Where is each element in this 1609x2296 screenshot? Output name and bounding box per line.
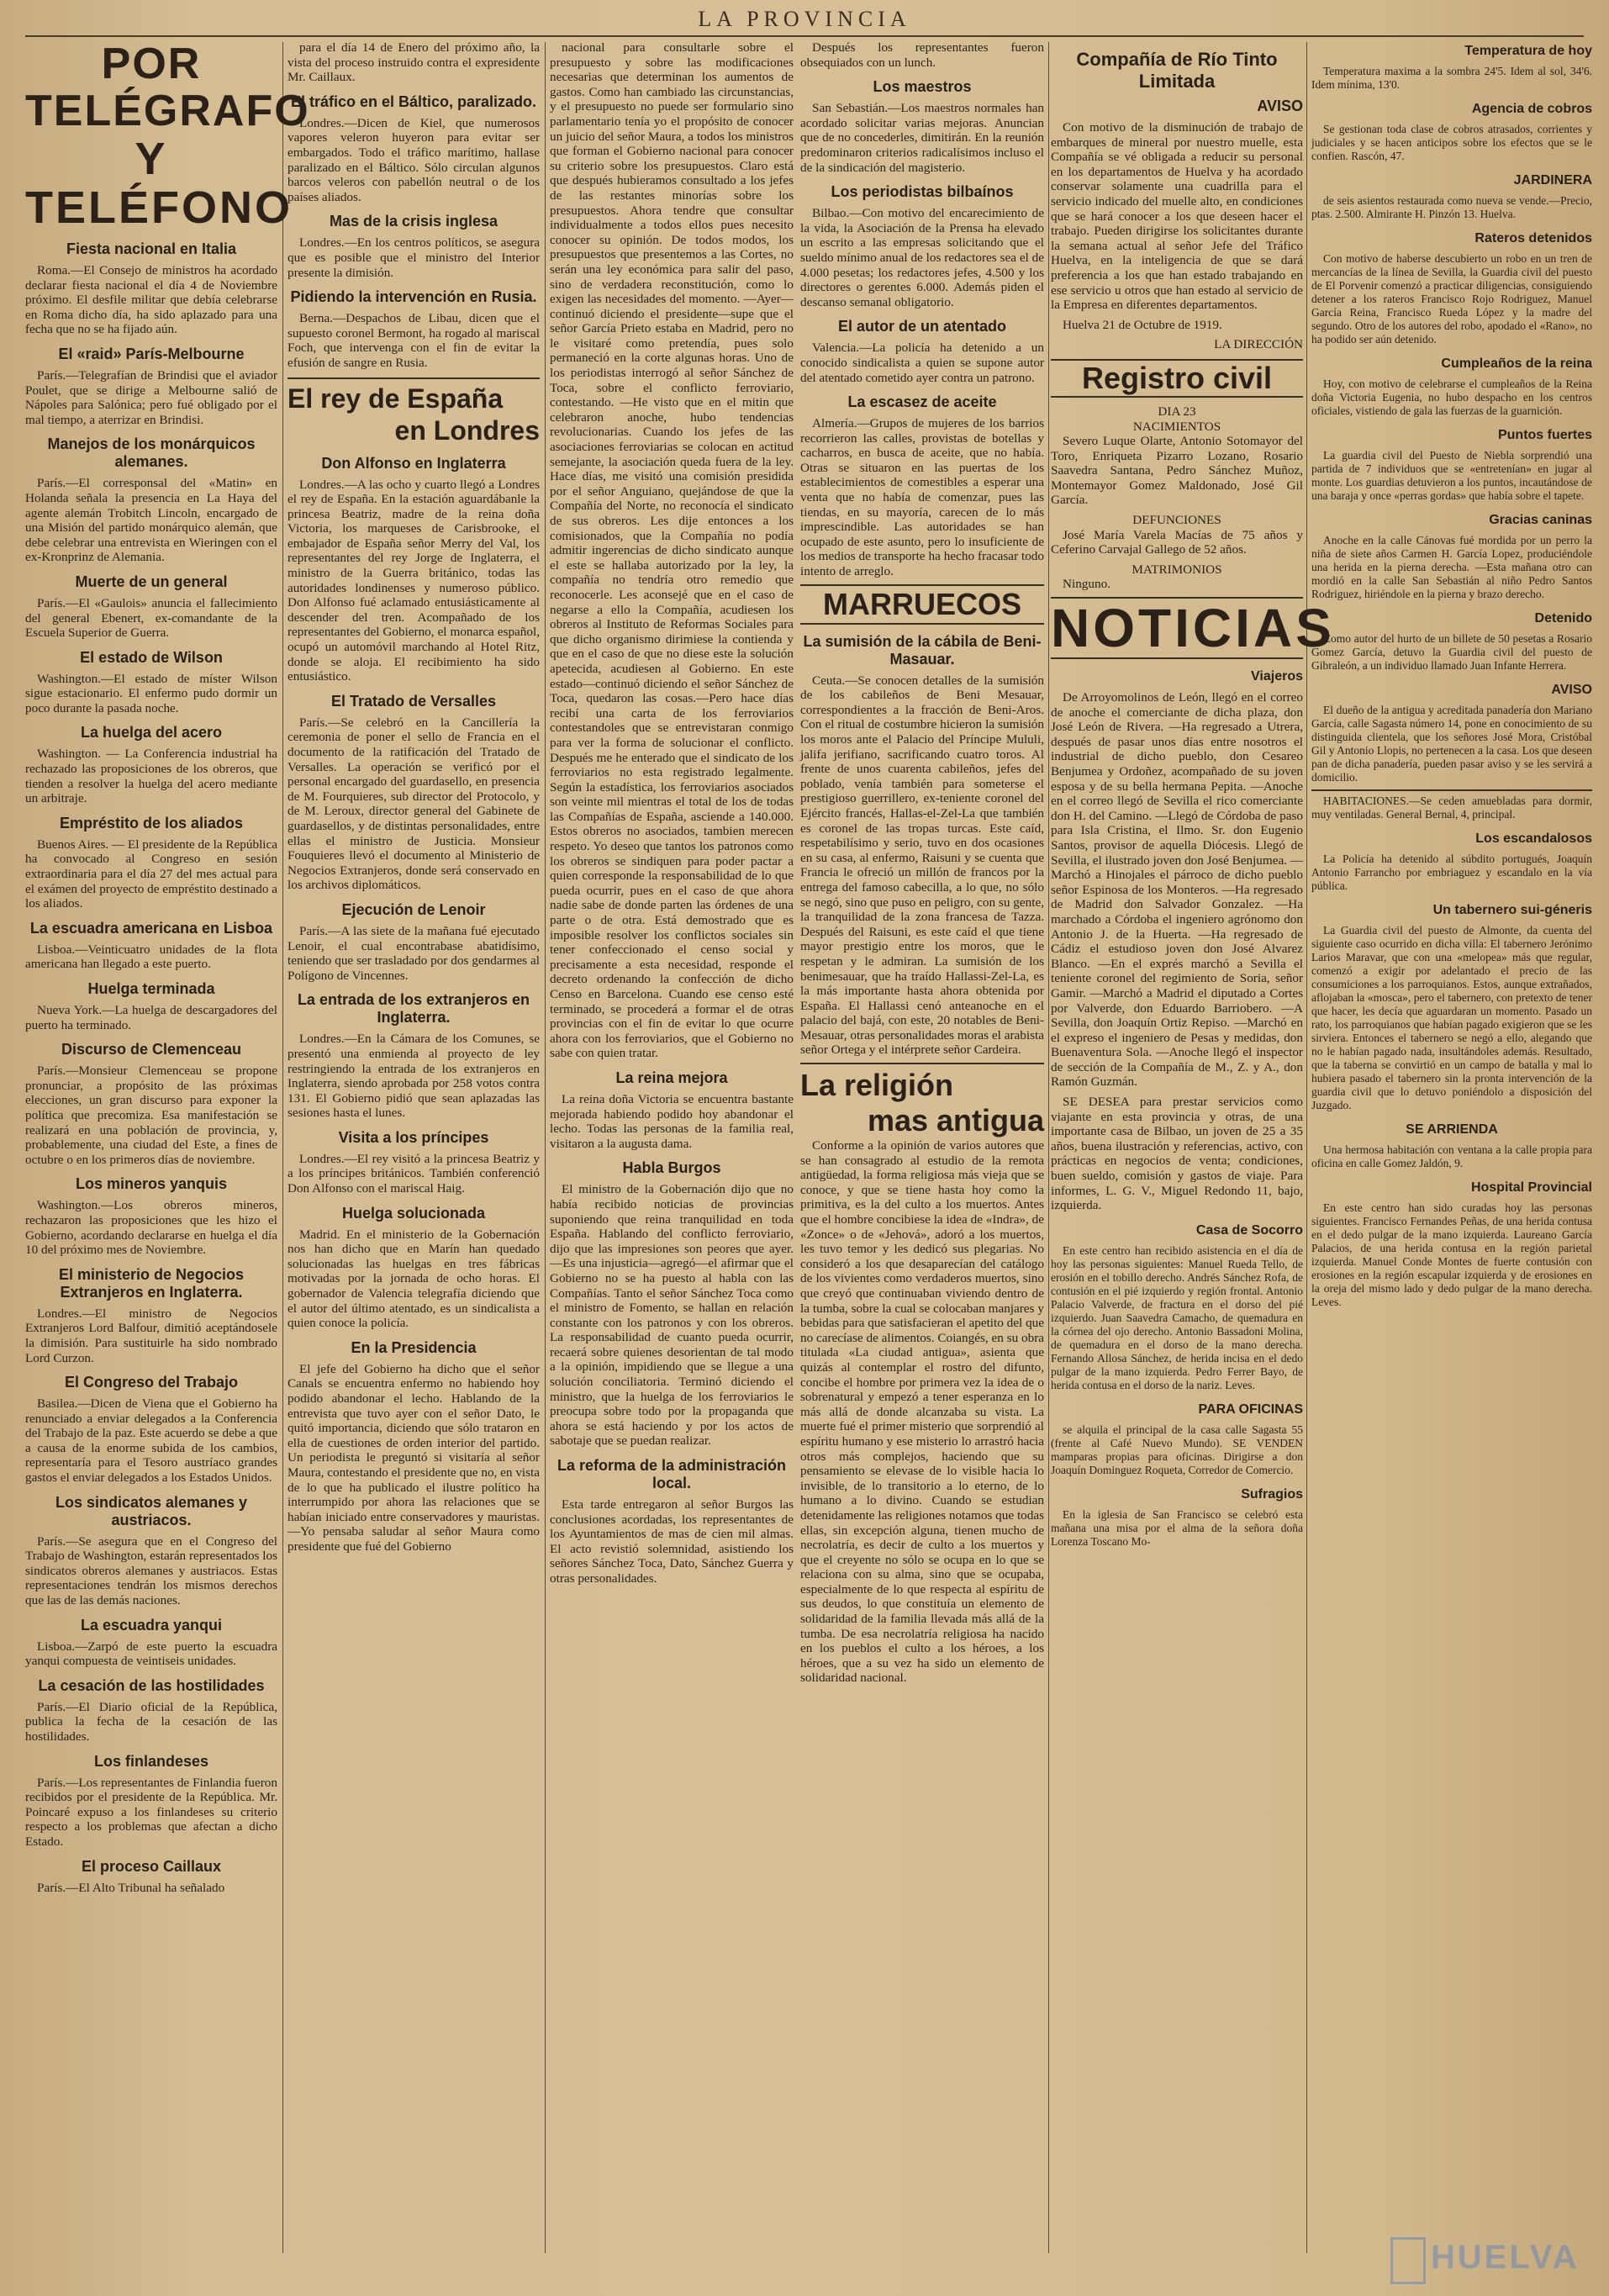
- column-four: [800, 40, 1044, 2260]
- article-body: París.—Telegrafían de Brindisi que el aviador Poulet, que se dirige a Melbourne salió de Nápoles para Salónica; pero fué obligado por el mal tiempo, a aterrizar en Brindisi.: [25, 367, 277, 427]
- article-body: La reina doña Victoria se encuentra bastante mejorada habiendo podido hoy abandonar el lecho. Todas las personas de la familia real, visitaron a la augusta dama.: [550, 1091, 794, 1151]
- article-body: El jefe del Gobierno ha dicho que el señor Canals se encuentra enfermo no habiendo hoy podido abandonar el lecho. Hablando de la entrevista que tuvo ayer con el señor Dato, le quitó importancia, diciendo que sólo trataron en ella de cuestiones de orden interior del partido. Un periodista le preguntó si visitaría al señor Maura, contestando el presidente que no, en vista de lo que ha publicado el ilustre político ha interrumpido por ahora las relaciones que se habían iniciado entre conservadores y mauristas. —Yo pensaba saludar al señor Maura como presidente que fué del Gobierno: [288, 1361, 540, 1554]
- temperatura-text: Temperatura maxima a la sombra 24'5. Idem al sol, 34'6. Idem mínima, 13'0.: [1311, 65, 1592, 91]
- article-body: Berna.—Despachos de Libau, dicen que el supuesto coronel Bermont, ha rogado al mariscal Foch, que intervenga con el fin de evitar la efusión de sangre en Rusia.: [288, 311, 540, 370]
- article-body: París.—El Alto Tribunal ha señalado: [37, 1880, 225, 1895]
- hospital-text: En este centro han sido curadas hoy las personas siguientes. Francisco Fernandes Peñas, de una herida contusa en el dedo pulgar de la mano izquierda. Laureano García Palacios, de una herida contusa en la región parietal izquierda. Manuel Conde Montes de fuerte contusión con erosiones en la región escapular izquierda y de erosiones en la oreja del mismo lado y dedo pulgar de la mano derecha. Leves.: [1311, 1201, 1592, 1308]
- defunciones-heading: DEFUNCIONES: [1132, 513, 1221, 528]
- oficinas-classified: se alquila el principal de la casa calle Sagasta 55 (frente al Café Nuevo Mundo). SE VENDEN mamparas propias para oficinas. Dirigirse a don Joaquín Dominguez Roqueta, Corredor de Comercio.: [1051, 1422, 1303, 1476]
- escandalosos-text: La Policía ha detenido al súbdito portugués, Joaquín Antonio Farrancho por embriaguez y escandalo en la vía pública.: [1311, 852, 1592, 892]
- masthead-rule: [25, 35, 1584, 37]
- article-heading: La reina mejora: [615, 1069, 728, 1086]
- article-body: París.—Monsieur Clemenceau se propone pronunciar, a propósito de las próximas elecciones, un gran discurso para exponer la política que precomiza. Esa manifestación se realizará en una población de provincia, y, probablemente, una ciudad del Este, a fines de octubre o en los primeros días de noviembre.: [25, 1064, 277, 1167]
- column-divider: [1306, 42, 1307, 2253]
- article-body: Nueva York.—La huelga de descargadores del puerto ha terminado.: [25, 1003, 277, 1032]
- article-continuation: Después los representantes fueron obsequiados con un lunch.: [800, 40, 1044, 70]
- column-five: [1051, 40, 1335, 2260]
- rey-articles: [288, 455, 540, 1554]
- article-body: Washington. — La Conferencia industrial ha rechazado las proposiciones de los obreros, que tienden a resolver la huelga del acero mediante un arbitraje.: [25, 747, 277, 806]
- sufragios-heading: Sufragios: [1241, 1486, 1303, 1502]
- telegrafo-articles: [25, 240, 277, 1895]
- column-four-articles: [800, 78, 1044, 578]
- escandalosos-heading: Los escandalosos: [1475, 831, 1592, 846]
- article-body: San Sebastián.—Los maestros normales han acordado solicitar varias mejoras. Anuncian que de no concederles, dimitirán. En la reunión predominaron criterios radicalísimos incluso el de la sindicación del magisterio.: [800, 101, 1044, 175]
- article-body: Londres.—En la Cámara de los Comunes, se presentó una enmienda al proyecto de ley restringiendo la entrada de los extranjeros en Inglaterra, siendo aprobada por 258 votos contra 131. El Gobierno pidió que sean aplazadas las sesiones hasta el lunes.: [288, 1032, 540, 1121]
- aviso-text: El dueño de la antigua y acreditada panadería don Mariano García, calle Sagasta número 14, pone en conocimiento de su distinguida clientela, que los señores José Mora, Cristóbal Gil y Antonio Llopis, no pertenecen a la casa. Los que deseen pan de dicha panadería, pueden pasar aviso y se les servirá a domicilio.: [1311, 704, 1592, 784]
- article-body: Madrid. En el ministerio de la Gobernación nos han dicho que en Marín han quedado solucionadas las huelgas en tres fábricas motivadas por la jornada de ocho horas. El gobernador de Valencia telegrafía diciendo que el autor del último atentado, es un sindicalista a quien conoce la policía.: [288, 1227, 540, 1331]
- article-heading: La cesación de las hostilidades: [38, 1676, 265, 1694]
- viajeros-article: De Arroyomolinos de León, llegó en el correo de anoche el comerciante de dicha plaza, don José León de Rivera. —Ha regresado a Utrera, después de pasar unos días entre nosotros el industrial de dicho pueblo, don Cesareo Benjumea y Ordoñez, acompañado de su joven esposa y de su bella hermana Pepita. —Anoche en el correo llegó de Sevilla el rico comerciante don H. del Camino. —Llegó de Córdoba de paso para Isla Cristina, el Ilmo. Sr. don Eugenio Santos, provisor de aquella Diócesis. Llegó de Sevilla, el ilustrado joven don José Benjumea. —Marchó a Hinojales el párroco de dicho pueblo señor Espinosa de los Monteros. —Ha regresado de Madrid don Salvador Gonzalez. —Ha marchado a Córdoba el ingeniero agrónomo don Antonio J. de la Huerta. —Ha regresado de Cádiz el estudioso joven don José Alvarez Blanco. —En el exprés marchó a Sevilla el teniente coronel del regimiento de Soria, señor Gamir. —Marchó a Madrid el diputado a Cortes por Valverde, don Eduardo Barriobero. —A Sevilla, don Joaquín Ortiz Repiso. —Marchó en el expreso el ingeniero de Pesas y medidas, don Buenaventura Sola. —Anoche llegó el inspector de sección de la Compañía de M., Z. y A., don Ramón Guzmán.: [1051, 690, 1303, 1090]
- article-body: Basilea.—Dicen de Viena que el Gobierno ha renunciado a enviar delegados a la Conferencia del Trabajo de la paz. Este acuerdo se debe a que a causa de la enorme subida de los cambios, representaría para el Tesoro austríaco grandes gastos el enviar delegados a los Estados Unidos.: [25, 1396, 277, 1486]
- habitaciones-classified: HABITACIONES.—Se ceden amuebladas para dormir, muy ventiladas. General Bernal, 4, principal.: [1311, 789, 1592, 821]
- article-heading: Los maestros: [873, 78, 972, 96]
- rey-headline-line2: en Londres: [394, 414, 540, 446]
- column-two-articles: [288, 93, 540, 371]
- article-body: El ministro de la Gobernación dijo que no había recibido noticias de provincias suponiendo que reina tranquilidad en toda España. Hablando del conflicto ferroviario, dijo que las impresiones son peores que ayer. —Es una injusticia—agregó—el afirmar que el Gobierno no se ha puesto al habla con las Compañías. Tanto el señor Sánchez Toca como el ministro de Fomento, se hallan en relación constante con los patronos y con los obreros. La responsabilidad de cuanto pueda ocurrir, recaerá sobre quienes desorientan de tal modo a la opinión, impidiendo que se llegue a una solución conciliatoria. Terminó diciendo el ministro, que la huelga de los ferroviarios le preocupa sobre todo por la propaganda que ahora se está haciendo y por los actos de sabotaje que se puedan realizar.: [550, 1182, 794, 1449]
- article-body: París.—El Diario oficial de la República, publica la fecha de la cesación de las hostilidades.: [25, 1699, 277, 1744]
- column-telegrafo: [25, 40, 310, 2260]
- jardinera-text: de seis asientos restaurada como nueva se vende.—Precio, ptas. 2.500. Almirante H. Pinzón 13. Huelva.: [1311, 194, 1592, 220]
- article-heading: Los mineros yanquis: [75, 1175, 228, 1193]
- article-heading: El Tratado de Versalles: [330, 692, 497, 710]
- defunciones-list: José María Varela Macías de 75 años y Ceferino Carvajal Gallego de 52 años.: [1051, 527, 1303, 557]
- temperatura-heading: Temperatura de hoy: [1464, 44, 1592, 58]
- article-heading: Los finlandeses: [93, 1752, 209, 1770]
- matrimonios-list: Ninguno.: [1063, 577, 1110, 592]
- noticias-headline: NOTICIAS: [1051, 598, 1335, 659]
- article-heading: Los periodistas bilbaínos: [831, 183, 1014, 201]
- article-heading: La sumisión de la cábila de Beni-Masauar.: [803, 632, 1042, 668]
- article-heading: Don Alfonso en Inglaterra: [321, 454, 506, 472]
- article-body: Valencia.—La policía ha detenido a un conocido sindicalista a quien se supone autor del atentado cometido ayer contra un patrono.: [800, 340, 1044, 385]
- arrienda-heading: SE ARRIENDA: [1406, 1122, 1498, 1137]
- article-heading: Huelga terminada: [87, 980, 215, 997]
- article-body: Londres.—En los centros políticos, se asegura que es posible que el ministro del Interior presente la dimisión.: [288, 235, 540, 280]
- rio-tinto-aviso: AVISO: [1257, 98, 1303, 114]
- article-body: Londres.—El ministro de Negocios Extranjeros Lord Balfour, dimitió aceptándosele la dimisión. Para sustituirle ha sido nombrado Lord Curzon.: [25, 1306, 277, 1365]
- article-body: Londres.—Dicen de Kiel, que numerosos vapores veleron huyeron para evitar ser embargados. Todo el tráfico marítimo, hallase paralizado en el Báltico. Sólo circulan algunos barcos veleros con pabellón neutral o de los países aliados.: [288, 115, 540, 204]
- casa-socorro-article: En este centro han recibido asistencia en el día de hoy las personas siguientes: Manuel Rueda Tello, de erosión en el tobillo derecho. Andrés Sánchez Rofa, de contusión en el pié izquierdo y región frontal. Antonio Palacio Valverde, de fractura en el dorso del pié izquierdo. Juan Saavedra Camacho, de quemadura en la córnea del ojo derecho. Antonio Bassadoni Molina, de quemadura en el dorso de la mano derecha. Fernando Allosa Sánchez, de herida incisa en el dedo pulgar de la mano izquierda. Pedro Ferrer Bayo, de herida contusa en el dorso de la nariz. Leves.: [1051, 1243, 1303, 1391]
- article-heading: El «raid» París-Melbourne: [58, 345, 245, 362]
- article-heading: La huelga del acero: [80, 724, 223, 742]
- article-heading: Ejecución de Lenoir: [341, 900, 486, 918]
- tabernero-text: La Guardia civil del puesto de Almonte, da cuenta del siguiente caso ocurrido en dicha villa: El tabernero Jerónimo Larios Maravar, que con una «melopea» más que regular, comenzó a exigir por adelantado el precio de las consumiciones a los parroquianos. Estos, aunque extrañados, aflojaban la «mosca», pero el tabernero, con pretexto de tener que hacer, les decía que aguardaran un momento. Pasado un rato, los parroquianos que habían pagado exigieron que se les sirviera. Entonces el tabernero se negó a ello, alegando que no le habían pagado nada, insultándoles además. Resultado, que la taberna se convirtió en un campo de batalla y mal lo hubiera pasado el tabernero sin la pronta intervención de la guardia civil que lo detuvo poniéndolo a disposición del Juzgado.: [1311, 924, 1592, 1111]
- rio-tinto-signature: LA DIRECCIÓN: [1214, 337, 1303, 352]
- religion-article: Conforme a la opinión de varios autores que se han consagrado al estudio de la remota antigüedad, la forma religiosa más vieja que se conoce, y que se tiene hasta hoy como la primitiva, es la del culto a los muertos. Antes que el hombre concibiese la idea de «Indra», de «Zonce» o de «Jehová», adoró a los muertos, les tuvo temor y les dedicó sus plegarias. No consideró a los que desaparecían del catálogo de los vivientes como verdaderos muertos, sino que creyó que continuaban viviendo dentro de la tumba, sobre la cual se colocaban manjares y bebidas para que satisfacieran el apetito del que no carecíase de alimentos. Coiangés, en su obra titulada «La ciudad antigua», asienta que quizás al contemplar el rostro del difunto, concibe el hombre por primera vez la idea de o sobrenatural y empezó a tener esperanza en lo más allá de donde alcanzaba su vista. La muerte fué el primer misterio que sorprendió al espíritu humano y ese misterio lo arrastró hacia otros más complejos, haciendo que su pensamiento se elevase de lo visible hacia lo invisible, de lo transitorio a lo eterno, de lo humano a lo divino. Cuando se estudian detenidamente las religiones notamos que todas ellas, sin excepción alguna, tienen mucho de necrolatría, es decir de culto a los muertos y que el creyente no sólo se ocupa en lo que se relaciona con su alma, sino que se ocupaba, especialmente de lo que respecta al espíritu de sus deudos, lo que constituía un elemento de solidaridad de la familia llevada más allá de la tumba. De esa necrolatría religiosa ha nacido en los pueblos el culto a los héroes, a los héroes, que a su vez ha sido un elemento de solidaridad nacional.: [800, 1138, 1044, 1686]
- registro-day: DIA 23: [1158, 404, 1196, 419]
- gracias-heading: Gracias caninas: [1489, 513, 1592, 527]
- religion-headline-line1: La religión: [800, 1068, 954, 1103]
- article-heading: El autor de un atentado: [837, 318, 1006, 335]
- cumpleanos-text: Hoy, con motivo de celebrarse el cumpleaños de la Reina doña Victoria Eugenia, no hubo despacho en los centros oficiales, vistiendo de gala las fuerzas de la guarnición.: [1311, 377, 1592, 417]
- article-body: Buenos Aires. — El presidente de la República ha convocado al Congreso en sesión extraordinaria para el día 27 del mes actual para el exámen del proyecto de empréstito destinado a los aliados.: [25, 837, 277, 911]
- article-heading: Empréstito de los aliados: [59, 814, 244, 831]
- masthead-title: LA PROVINCIA: [698, 7, 911, 31]
- hospital-heading: Hospital Provincial: [1470, 1180, 1592, 1195]
- casa-socorro-heading: Casa de Socorro: [1195, 1222, 1303, 1238]
- marruecos-articles: [800, 633, 1044, 1058]
- column-divider: [282, 42, 283, 2253]
- article-heading: Los sindicatos alemanes y austriacos.: [55, 1493, 248, 1528]
- huelva-archive-logo: [1390, 2234, 1584, 2284]
- article-heading: Fiesta nacional en Italia: [66, 240, 237, 257]
- article-body: Londres.—A las ocho y cuarto llegó a Londres el rey de España. En la estación aguardábanle la princesa Beatriz, madre de la reina doña Victoria, los marqueses de Carisbrooke, el embajador de España señor Merry del Val, los representantes del rey Jorge de Inglaterra, el ministro de la Guerra británico, todas las autoridades londinenses y numeroso público. Don Alfonso fué aclamado entusiásticamente al descender del tren. Acompañado de los representantes del Gobierno, el monarca español, ocupó un automóvil marchando al Hotel Ritz, donde se aloja. El recibimiento ha sido entusiástico.: [288, 477, 540, 684]
- column-divider: [545, 42, 546, 2253]
- agencia-heading: Agencia de cobros: [1471, 102, 1592, 116]
- desea-classified: SE DESEA para prestar servicios como viajante en esta provincia y otras, de una importante casa de Bilbao, un joven de 25 a 35 años, buena ilustración y referencias, activo, con prácticas en negocios de venta; condiciones, buen sueldo, comisión y gastos de viaje. Para informes, L. G. V., Miguel Redondo 11, bajo, izquierda.: [1051, 1095, 1303, 1213]
- article-heading: La reforma de la administración local.: [557, 1457, 787, 1492]
- cumpleanos-heading: Cumpleaños de la reina: [1441, 356, 1592, 371]
- rey-headline: [288, 377, 540, 446]
- article-heading: La entrada de los extranjeros en Inglaterra.: [297, 991, 530, 1027]
- article-body: Roma.—El Consejo de ministros ha acordado declarar fiesta nacional el día 4 de Noviembre próximo. El desfile militar que debía celebrarse en Roma dicho día, ha sido aplazado para una fecha que no se ha fijado aún.: [25, 263, 277, 337]
- detenido-text: Como autor del hurto de un billete de 50 pesetas a Rosario Gomez García, detuvo la Guardia civil del puesto de Gibraleón, a un individuo llamado Juan Infante Herrera.: [1311, 632, 1592, 672]
- column-two: [288, 40, 540, 2260]
- nacimientos-heading: NACIMIENTOS: [1132, 419, 1221, 434]
- aviso-heading: AVISO: [1551, 683, 1592, 697]
- article-heading: El ministerio de Negocios Extranjeros en Inglaterra.: [58, 1265, 245, 1301]
- article-body: Washington.—Los obreros mineros, rechazaron las proposiciones que les hizo el Gobierno, acordando declararse en huelga el día 10 del próximo mes de Noviembre.: [25, 1198, 277, 1258]
- article-body: Londres.—El rey visitó a la princesa Beatriz y a los príncipes británicos. También conferenció Don Alfonso con el mariscal Haig.: [288, 1151, 540, 1196]
- rio-tinto-date: Huelva 21 de Octubre de 1919.: [1063, 317, 1222, 332]
- column-six: [1311, 40, 1592, 2260]
- article-continuation: nacional para consultarle sobre el presupuesto y sobre las modificaciones necesarias que determinan los aumentos de gastos. Como han cambiado las circunstancias, y el presupuesto no puede ser formulario sino parlamentario tenía yo el propósito de conocer un juicio del señor Maura, a todos los ministros que forman el Gobierno nacional para conocer su criterio sobre los presupuestos. Claro está que después hubieramos consultado a los jefes de las restantes minorías sobre los presupuestos. Ahora tendre que consultar individualmente a todos ellos pues necesito conocer su opinión. De todos modos, los presupuestos que presentemos a las Cortes, no serán una ley económica para salir del paso, sino de verdadera reconstitución, como lo exigen las necesidades del momento. —Ayer—continuó diciendo el presidente—supe que el señor García Prieto estaba en Madrid, pero no le visitaré como pretendía, pues solo permaneció en la corte algunas horas. Uno de los periodistas interrogó al señor Sánchez de Toca, sobre el conflicto ferroviario, contestando. —He visto que en el mitin que celebraron anoche, hubo tendencias revolucionarias. Cuando los jefes de las asociaciones ferroviarias se colocan en actitud semejante, la asociación queda fuera de la ley. Hace días, me visitó una comisión presidida por el señor Anguiano, quejándose de que la Compañía del Norte, no reconocía el sindicato de sus obreros. Les dije entonces a los comisionados, que la Compañía no podía admitir ingerencias de dicho sindicato aunque el este se hallaba autorizado por la ley, la compañía no tendría otro remedio que reconocerle. Les aconsejé que en el caso de negarse a ello la Compañía, acudiesen los obreros al Instituto de Reformas Sociales para que dicho organismo dirimiese la contienda y que en el caso de que no diese este la solución apetecida, acudiesen al Gobierno. En este estado—continuó diciendo el señor Sánchez de Toca, quedaron las cosas.—Pero hace días recibí una carta de los ferroviarios contestandoles que se entrevistaran conmigo para ver la forma de solucionar el conflicto. Después me he enterado que el sindicato de los ferroviarios no esta registrado legalmente. Según la estadística, los ferroviarios asociados son veinte mil mientras el total de los de todas las Compañías de España, asciende a 140.000. Estos obreros no asociados, tambien merecen respeto. Yo deseo que tantos los patronos como los obreros se sindiquen para poder pactar a quien corresponde la responsabilidad de lo que pueda ocurrir, pues en el caso de que ahora nadie sabe de donde parten las órdenes de una parte o de otra. Está demostrado que es imposible resolver los conflictos sociales sin tener confeccionado el censo social y precisamente a esta necesidad, responde el decreto ordenando la confección de dicho Censo en Barcelona. Cuando ese censo esté terminado, se procederá a formar el de otras provincias con el fin de evitar lo que ocurre ahora con los ferroviarios, que el Gobierno no sabe con quien tratar.: [550, 40, 794, 1061]
- rey-headline-line1: El rey de España: [288, 383, 504, 414]
- article-body: París.—A las siete de la mañana fué ejecutado Lenoir, el cual encontrabase abatidísimo, teniendo que ser trasladado por dos gendarmes al Polígono de Vincennes.: [288, 923, 540, 983]
- column-divider: [1048, 42, 1049, 2253]
- gracias-text: Anoche en la calle Cánovas fué mordida por un perro la niña de siete años Carmen H. García Lopez, produciéndole una herida en la pierna derecha. —Esta mañana otro can mordió en la calle San Sebastián al niño Pedro Santos Rodriguez, hiriéndole en la pierna y brazo derecho.: [1311, 534, 1592, 600]
- section-title-telefono: Y TELÉFONO: [25, 134, 293, 233]
- article-body: París.—Se celebró en la Cancillería la ceremonia de poner el sello de Francia en el documento de la ratificación del Tratado de Versalles. La operación se verificó por el personal encargado del guardasello, en presencia de M. Fourquieres, sub director del Protocolo, y de M. Leroux, director general del Gabinete de guardasellos, y de distintas personalidades, entre ellas el ministro de Justicia. Monsieur Fouquieres llevó el documento al Ministerio de Negocios Extranjeros, donde será conservado en los archivos diplomáticos.: [288, 715, 540, 893]
- article-continuation: para el día 14 de Enero del próximo año, la vista del proceso instruido contra el expresidente Mr. Caillaux.: [288, 40, 540, 85]
- article-heading: Visita a los príncipes: [338, 1128, 489, 1146]
- article-heading: Huelga solucionada: [341, 1204, 486, 1222]
- rateros-text: Con motivo de haberse descubierto un robo en un tren de mercancías de la línea de Sevilla, la Guardia civil del puesto de El Porvenir comenzó a practicar diligencias, consiguiendo detener a los rateros Francisco Rojo Rodriguez, Manuel García Reina, Francisco Rueda López y la madre del segundo. Otro de los autores del robo, apodado el «Rano», no ha podido ser aún detenido.: [1311, 252, 1592, 346]
- tabernero-heading: Un tabernero sui-géneris: [1432, 903, 1592, 917]
- article-body: Ceuta.—Se conocen detalles de la sumisión de los cabileños de Beni Mesauar, correspondientes a la fracción de Beni-Aros. Con el ritual de costumbre hicieron la sumisión los moros ante el Palacio del Príncipe Mululi, jalifa jerifiano, sacrificando cuatro toros. Al frente de unos cuarenta cabileños, jefes del poblado, venía también para someterse el prestigioso guerrillero, ex-teniente coronel del Ejército francés, Hallas-el-Zel-La que también es coronel de las tropas turcas. Este caíd, respetabilísimo y serio, tuvo en dos ocasiones en su casa, al enfermo, Raisuni y se cuenta que Francia le ofreció un millón de francos por la entrega del famoso cabecilla, a lo que, no sólo se negó, sino que puso en peligro, con su gente, la tranquilidad de la zona francesa de Tazza. Después del Raisuni, es este caíd el que tiene mayor prestigio entre los moros, que le respetan y le admiran. La sumisión de los benimesauar, que ha traído Hallassi-Zel-La, es la más importante hasta ahora obtenida por España. El Hallassi cenó anteanoche en el palacio del bajá, con este, 20 notables de Beni-Mesauar, otras personalidades moras el arabista señor Ortega y el intérprete señor Cardeira.: [800, 673, 1044, 1058]
- article-body: Almería.—Grupos de mujeres de los barrios recorrieron las calles, provistas de botellas y cacharros, en busca de aceite, que no había. Otras se situaron en las puertas de los establecimientos de comestibles a esperar una venta que no había de comenzar, pues las tiendas, en su mayoría, carecen de lo más imprescindible. Las autoridades se han ocupado de este asunto, pero lo insuficiente de los medios de transporte ha hecho fracasar todo intento de arreglo.: [800, 416, 1044, 579]
- article-heading: Muerte de un general: [75, 573, 228, 590]
- puntos-heading: Puntos fuertes: [1497, 428, 1592, 442]
- registro-civil-headline: Registro civil: [1051, 359, 1303, 398]
- marruecos-headline: MARRUECOS: [800, 584, 1044, 625]
- article-body: París.—Los representantes de Finlandia fueron recibidos por el presidente de la República. Mr. Poincaré expuso a los finlandeses su criterio respecto a los problemas que afectan a dicho Estado.: [25, 1775, 277, 1849]
- masthead: [0, 7, 1609, 40]
- article-body: Esta tarde entregaron al señor Burgos las conclusiones acordadas, los representantes de los Ayuntamientos de mas de cien mil almas. El acto revistió solemnidad, asistiendo los señores Sánchez Toca, Dato, Sánchez Guerra y otras personalidades.: [550, 1497, 794, 1586]
- rio-tinto-notice: Con motivo de la disminución de trabajo de embarques de mineral por nuestro muelle, esta Compañía se vé obligada a reducir su personal en los departamentos de Huelva y ha acordado conservar solamente una cuadrilla para el servicio indicado del muelle alto, en condiciones que se hará conocer a los que deseen hacer el trabajo. Pueden dirigirse los solicitantes durante la semana actual al señor Jefe del Tráfico Huelva, en la inteligencia de que se dará preferencia a los que han estado trabajando en ese servicio u otros que han estado al servicio de la Empresa en diferentes departamentos.: [1051, 120, 1303, 313]
- puntos-text: La guardia civil del Puesto de Niebla sorprendió una partida de 7 individuos que se «entretenían» en jugar al monte. Los guardias detuvieron a los puntos, incautándose de una baraja y once «perras gordas» que había sobre el tapete.: [1311, 449, 1592, 502]
- column-three: [550, 40, 794, 2260]
- article-heading: La escasez de aceite: [847, 393, 997, 411]
- rio-tinto-title: Compañía de Río Tinto Limitada: [1076, 49, 1278, 92]
- article-heading: Mas de la crisis inglesa: [329, 213, 499, 230]
- nacimientos-list: Severo Luque Olarte, Antonio Sotomayor del Toro, Enriqueta Pizarro Lozano, Rosario Saavedra Santana, Pedro Sánchez Muñoz, Montemayor Gomez Maldonado, José Gil García.: [1051, 434, 1303, 508]
- article-body: París.—El corresponsal del «Matin» en Holanda señala la presencia en La Haya del agente alemán Trobitch Lincoln, encargado de una Misión del partido monárquico alemán, que debe celebrar una entrevista en Wieringen con el ex-Kronprinz de Alemania.: [25, 476, 277, 565]
- article-body: París.—Se asegura que en el Congreso del Trabajo de Washington, estarán representados los sindicatos obreros alemanes y austriacos. Estas representaciones tendrán los mismos derechos que las de las demás naciones.: [25, 1533, 277, 1608]
- detenido-heading: Detenido: [1534, 611, 1592, 625]
- article-body: Washington.—El estado de míster Wilson sigue estacionario. El enfermo pudo dormir un poco durante la pasada noche.: [25, 671, 277, 715]
- article-body: Bilbao.—Con motivo del encarecimiento de la vida, la Asociación de la Prensa ha elevado un escrito a las empresas solicitando que el sueldo mínimo anual de los redactores sea el de 4.000 pesetas; los redactores jefes, 4.500 y los directores o gerentes 6.000. Además piden el descanso semanal obligatorio.: [800, 206, 1044, 309]
- article-heading: La escuadra yanqui: [80, 1616, 223, 1634]
- religion-headline: [800, 1063, 1044, 1138]
- matrimonios-heading: MATRIMONIOS: [1132, 562, 1222, 577]
- oficinas-heading: PARA OFICINAS: [1198, 1401, 1303, 1417]
- article-heading: El Congreso del Trabajo: [64, 1374, 239, 1391]
- logo-icon: [1390, 2237, 1426, 2284]
- article-body: Lisboa.—Zarpó de este puerto la escuadra yanqui compuesta de veintiseis unidades.: [25, 1639, 277, 1669]
- article-heading: El tráfico en el Báltico, paralizado.: [290, 92, 537, 110]
- jardinera-heading: JARDINERA: [1513, 173, 1592, 187]
- viajeros-heading: Viajeros: [1251, 669, 1303, 684]
- article-heading: Manejos de los monárquicos alemanes.: [47, 435, 256, 471]
- article-heading: El proceso Caillaux: [81, 1857, 222, 1875]
- article-heading: Pidiendo la intervención en Rusia.: [290, 288, 537, 306]
- section-title-telegrafo: POR TELÉGRAFO: [25, 40, 310, 135]
- article-heading: Discurso de Clemenceau: [61, 1041, 242, 1058]
- column-three-articles: [550, 1069, 794, 1586]
- rateros-heading: Rateros detenidos: [1474, 231, 1592, 245]
- article-heading: Habla Burgos: [622, 1159, 721, 1177]
- logo-text: HUELVA: [1431, 2239, 1580, 2276]
- agencia-text: Se gestionan toda clase de cobros atrasados, corrientes y judiciales y se hacen anticipos sobre los efectos que se le confien. Rascón, 47.: [1311, 123, 1592, 162]
- arrienda-text: Una hermosa habitación con ventana a la calle propia para oficina en calle Gomez Jaldón, 9.: [1311, 1143, 1592, 1169]
- article-body: Lisboa.—Veinticuatro unidades de la flota americana han llegado a este puerto.: [25, 942, 277, 972]
- religion-headline-line2: mas antigua: [867, 1103, 1044, 1138]
- article-body: París.—El «Gaulois» anuncia el fallecimiento del general Ebenert, ex-comandante de la Escuela Superior de Guerra.: [25, 595, 277, 641]
- article-heading: En la Presidencia: [351, 1338, 477, 1356]
- article-heading: La escuadra americana en Lisboa: [29, 919, 273, 937]
- sufragios-article: En la iglesia de San Francisco se celebró esta mañana una misa por el alma de la señora doña Lorenza Toscano Mo-: [1051, 1507, 1303, 1548]
- article-heading: El estado de Wilson: [80, 648, 223, 666]
